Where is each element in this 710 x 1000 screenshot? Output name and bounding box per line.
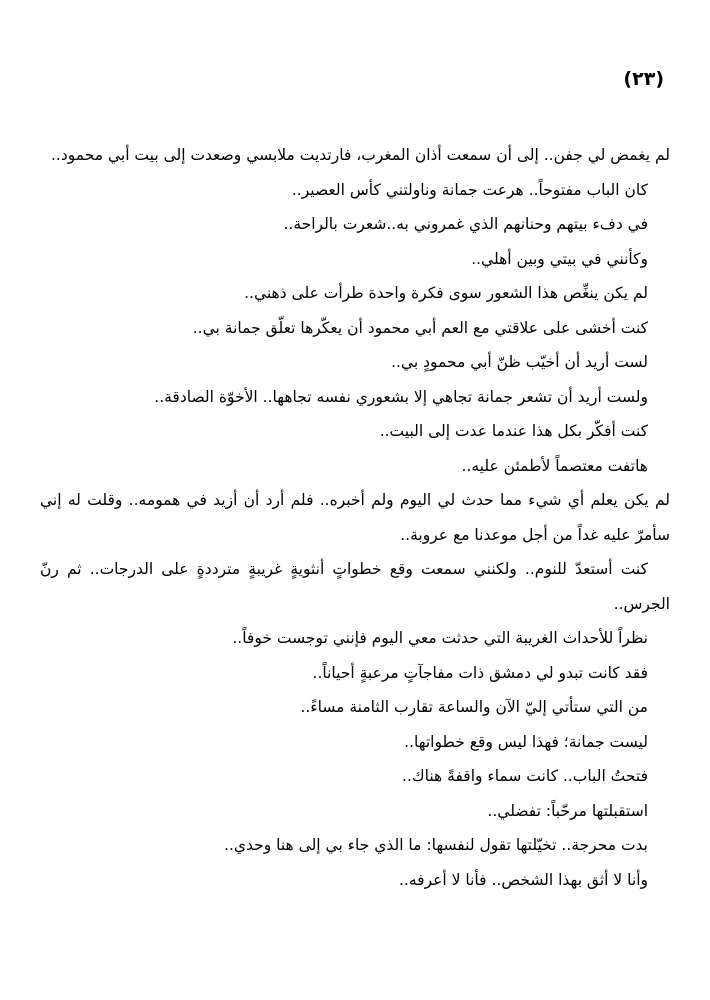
paragraph: فقد كانت تبدو لي دمشق ذات مفاجآتٍ مرعبةٍ أحياناً.. bbox=[312, 663, 648, 682]
paragraph: كنت أستعدّ للنوم.. ولكنني سمعت وقع خطواتٍ أنثويةٍ غريبةٍ مترددةٍ على الدرجات.. ثم رنّ الجرس.. bbox=[40, 560, 670, 613]
paragraph: ليست جمانة؛ فهذا ليس وقع خطواتها.. bbox=[404, 732, 648, 751]
paragraph: استقبلتها مرحّباً: تفضلي.. bbox=[487, 801, 648, 820]
paragraph: نظراً للأحداث الغريبة التي حدثت معي اليوم فإنني توجست خوفاً.. bbox=[232, 629, 648, 647]
body-text bbox=[40, 138, 670, 897]
paragraph: لم يكن يعلم أي شيء مما حدث لي اليوم ولم أخبره.. فلم أرد أن أزيد في همومه.. وقلت له إني سأمرّ عليه غداً من أجل موعدنا مع عروبة.. bbox=[40, 491, 670, 544]
paragraph: هاتفت معتصماً لأطمئن عليه.. bbox=[461, 456, 648, 475]
paragraph: ولست أريد أن تشعر جمانة تجاهي إلا بشعوري نفسه تجاهها.. الأخوّة الصادقة.. bbox=[154, 387, 648, 406]
paragraph: فتحتُ الباب.. كانت سماء واقفةً هناك.. bbox=[402, 767, 648, 785]
paragraph: كنت أخشى على علاقتي مع العم أبي محمود أن يعكّرها تعلّق جمانة بي.. bbox=[192, 318, 648, 337]
paragraph: كان الباب مفتوحاً.. هرعت جمانة وناولتني كأس العصير.. bbox=[291, 180, 648, 199]
paragraph: بدت محرجة.. تخيّلتها تقول لنفسها: ما الذي جاء بي إلى هنا وحدي.. bbox=[224, 836, 648, 854]
paragraph: لست أريد أن أخيّب ظنّ أبي محمودٍ بي.. bbox=[391, 353, 648, 371]
paragraph: لم يكن ينغِّص هذا الشعور سوى فكرة واحدة طرأت على ذهني.. bbox=[244, 284, 648, 302]
paragraph: لم يغمض لي جفن.. إلى أن سمعت أذان المغرب، فارتديت ملابسي وصعدت إلى بيت أبي محمود.. bbox=[51, 146, 670, 164]
paragraph: في دفء بيتهم وحنانهم الذي غمروني به..شعرت بالراحة.. bbox=[283, 215, 648, 233]
paragraph: وكأنني في بيتي وبين أهلي.. bbox=[471, 249, 648, 268]
paragraph: كنت أفكّر بكل هذا عندما عدت إلى البيت.. bbox=[379, 422, 648, 440]
chapter-number: (٢٣) bbox=[623, 68, 664, 90]
paragraph: وأنا لا أثق بهذا الشخص.. فأنا لا أعرفه.. bbox=[399, 870, 648, 889]
paragraph: من التي ستأتي إليّ الآن والساعة تقارب الثامنة مساءً.. bbox=[300, 698, 648, 716]
